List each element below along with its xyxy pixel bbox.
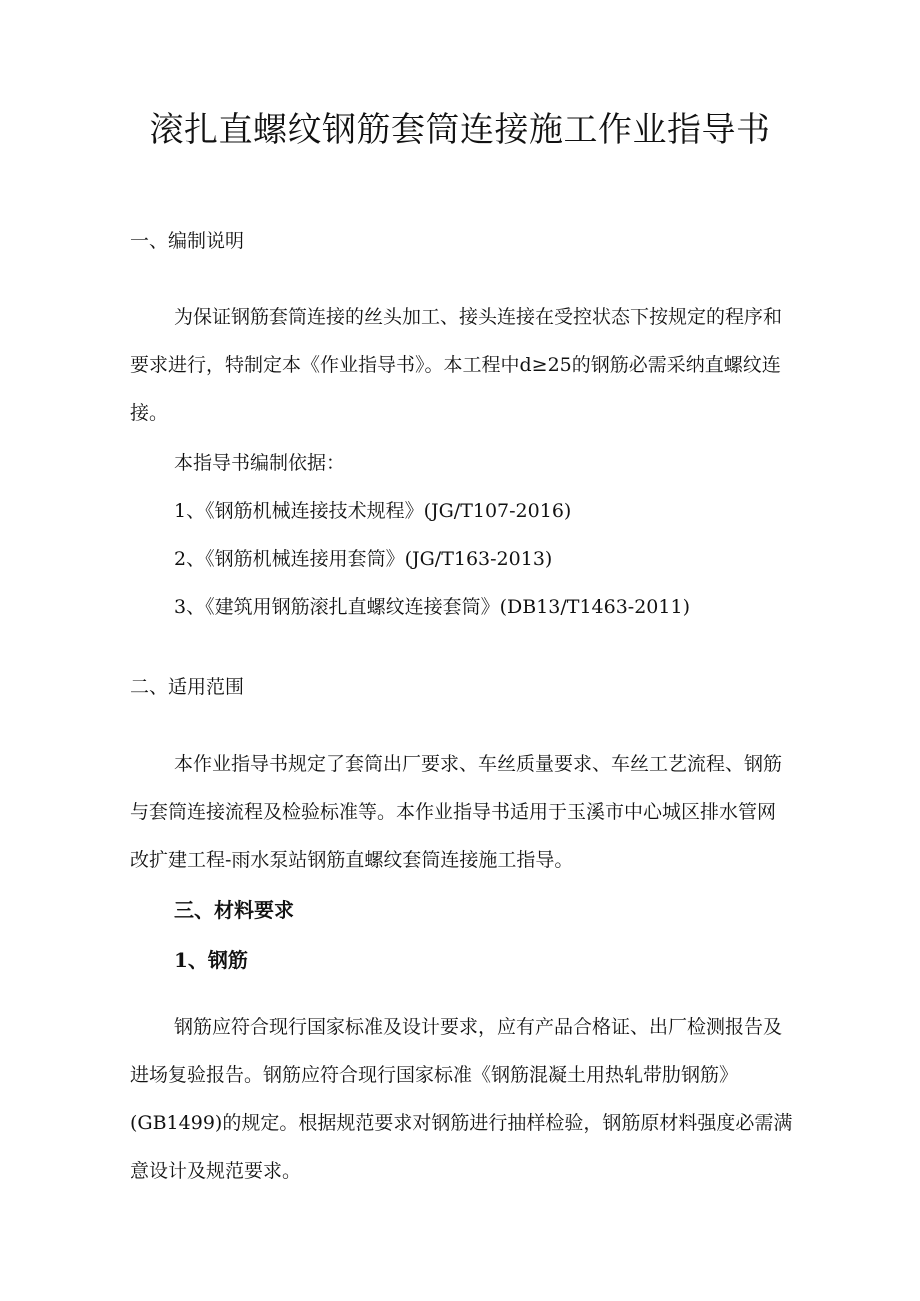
paragraph-line: 为保证钢筋套筒连接的丝头加工、接头连接在受控状态下按规定的程序和 [174, 306, 783, 328]
paragraph-line: 要求进行，特制定本《作业指导书》。本工程中d≥25的钢筋必需采纳直螺纹连 [130, 354, 781, 376]
paragraph-line: 钢筋应符合现行国家标准及设计要求，应有产品合格证、出厂检测报告及 [174, 1016, 783, 1038]
section-heading-1: 一、编制说明 [130, 230, 245, 252]
paragraph-line: 与套筒连接流程及检验标准等。本作业指导书适用于玉溪市中心城区排水管网 [130, 801, 777, 823]
section-heading-3: 三、材料要求 [174, 898, 294, 922]
paragraph-line: 改扩建工程-雨水泵站钢筋直螺纹套筒连接施工指导。 [130, 849, 574, 871]
basis-item: 2、《钢筋机械连接用套筒》(JG/T163-2013) [174, 548, 553, 570]
paragraph-line: 意设计及规范要求。 [130, 1160, 302, 1182]
paragraph-line: 本作业指导书规定了套筒出厂要求、车丝质量要求、车丝工艺流程、钢筋 [174, 753, 783, 775]
subsection-heading: 1、钢筋 [174, 948, 248, 972]
paragraph-line: 接。 [130, 402, 169, 424]
document-title: 滚扎直螺纹钢筋套筒连接施工作业指导书 [149, 110, 771, 150]
basis-intro: 本指导书编制依据： [174, 452, 346, 474]
basis-item: 1、《钢筋机械连接技术规程》(JG/T107-2016) [174, 500, 572, 522]
basis-item: 3、《建筑用钢筋滚扎直螺纹连接套筒》(DB13/T1463-2011) [174, 596, 690, 618]
paragraph-line: 进场复验报告。钢筋应符合现行国家标准《钢筋混凝土用热轧带肋钢筋》 [130, 1064, 739, 1086]
section-heading-2: 二、适用范围 [130, 676, 245, 698]
paragraph-line: (GB1499)的规定。根据规范要求对钢筋进行抽样检验，钢筋原材料强度必需满 [130, 1112, 793, 1134]
